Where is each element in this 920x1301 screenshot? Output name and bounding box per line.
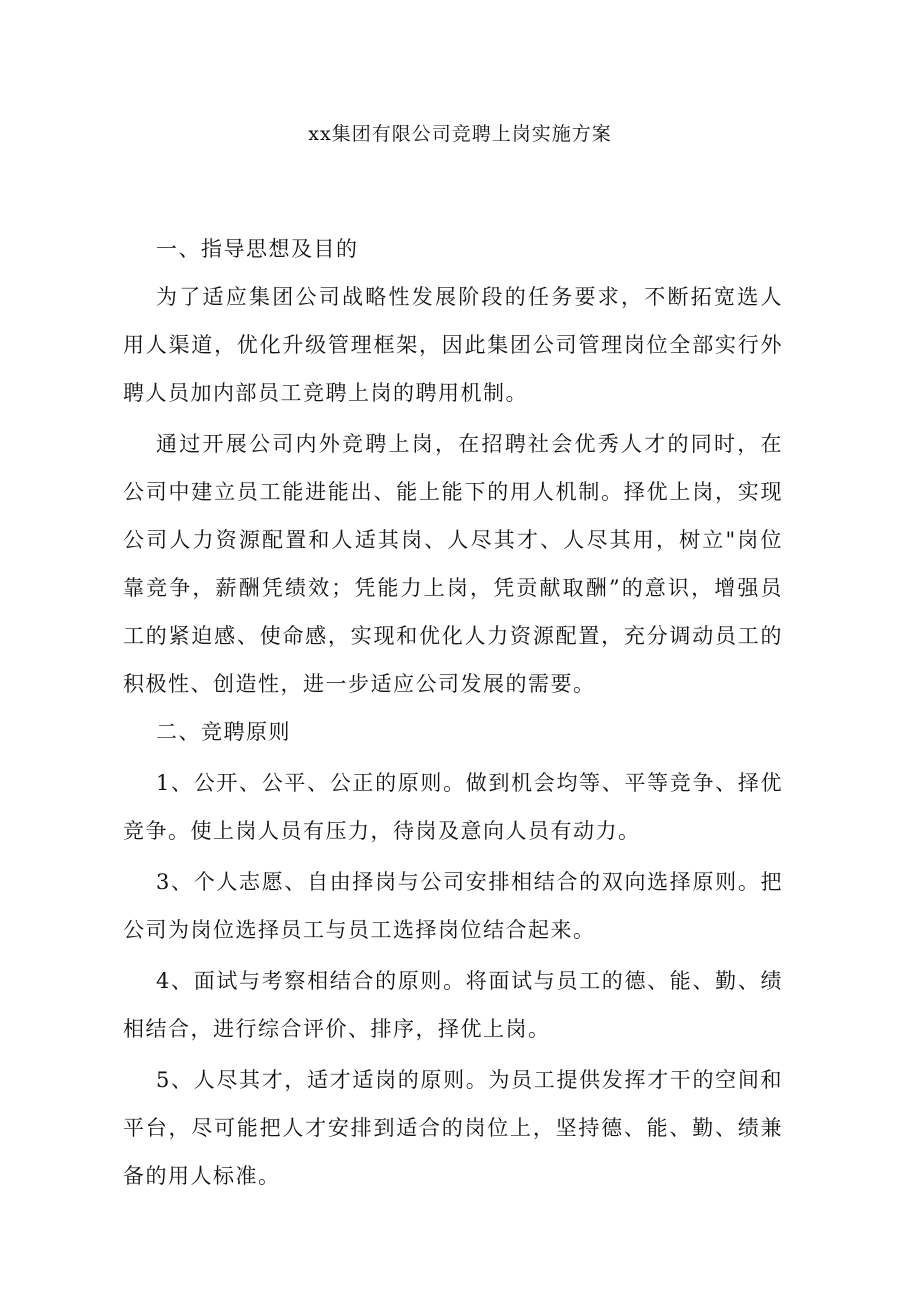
section-heading-guiding-ideology: 一、指导思想及目的 [156, 237, 359, 261]
document-body [123, 225, 783, 1200]
paragraph-mechanism: 通过开展公司内外竞聘上岗，在招聘社会优秀人才的同时，在公司中建立员工能进能出、能上能下的用人机制。择优上岗，实现公司人力资源配置和人适其岗、人尽其才、人尽其用，树立"岗位靠竞争，薪酬凭绩效；凭能力上岗，凭贡献取酬”的意识，增强员工的紧迫感、使命感，实现和优化人力资源配置，充分调动员工的积极性、创造性，进一步适应公司发展的需要。 [123, 432, 783, 696]
principle-item: 4、面试与考察相结合的原则。将面试与员工的德、能、勤、绩相结合，进行综合评价、排序，择优上岗。 [123, 969, 783, 1041]
principle-item: 1、公开、公平、公正的原则。做到机会均等、平等竞争、择优竞争。使上岗人员有压力，待岗及意向人员有动力。 [123, 771, 783, 843]
principle-item: 5、人尽其才，适才适岗的原则。为员工提供发挥才干的空间和平台，尽可能把人才安排到适合的岗位上，坚持德、能、勤、绩兼备的用人标准。 [123, 1068, 783, 1188]
section-heading-principles: 二、竞聘原则 [156, 720, 291, 744]
paragraph-purpose: 为了适应集团公司战略性发展阶段的任务要求，不断拓宽选人用人渠道，优化升级管理框架，因此集团公司管理岗位全部实行外聘人员加内部员工竞聘上岗的聘用机制。 [123, 285, 783, 405]
principle-item: 3、个人志愿、自由择岗与公司安排相结合的双向选择原则。把公司为岗位选择员工与员工选择岗位结合起来。 [123, 870, 783, 942]
document-title: xx集团有限公司竞聘上岗实施方案 [308, 123, 612, 145]
